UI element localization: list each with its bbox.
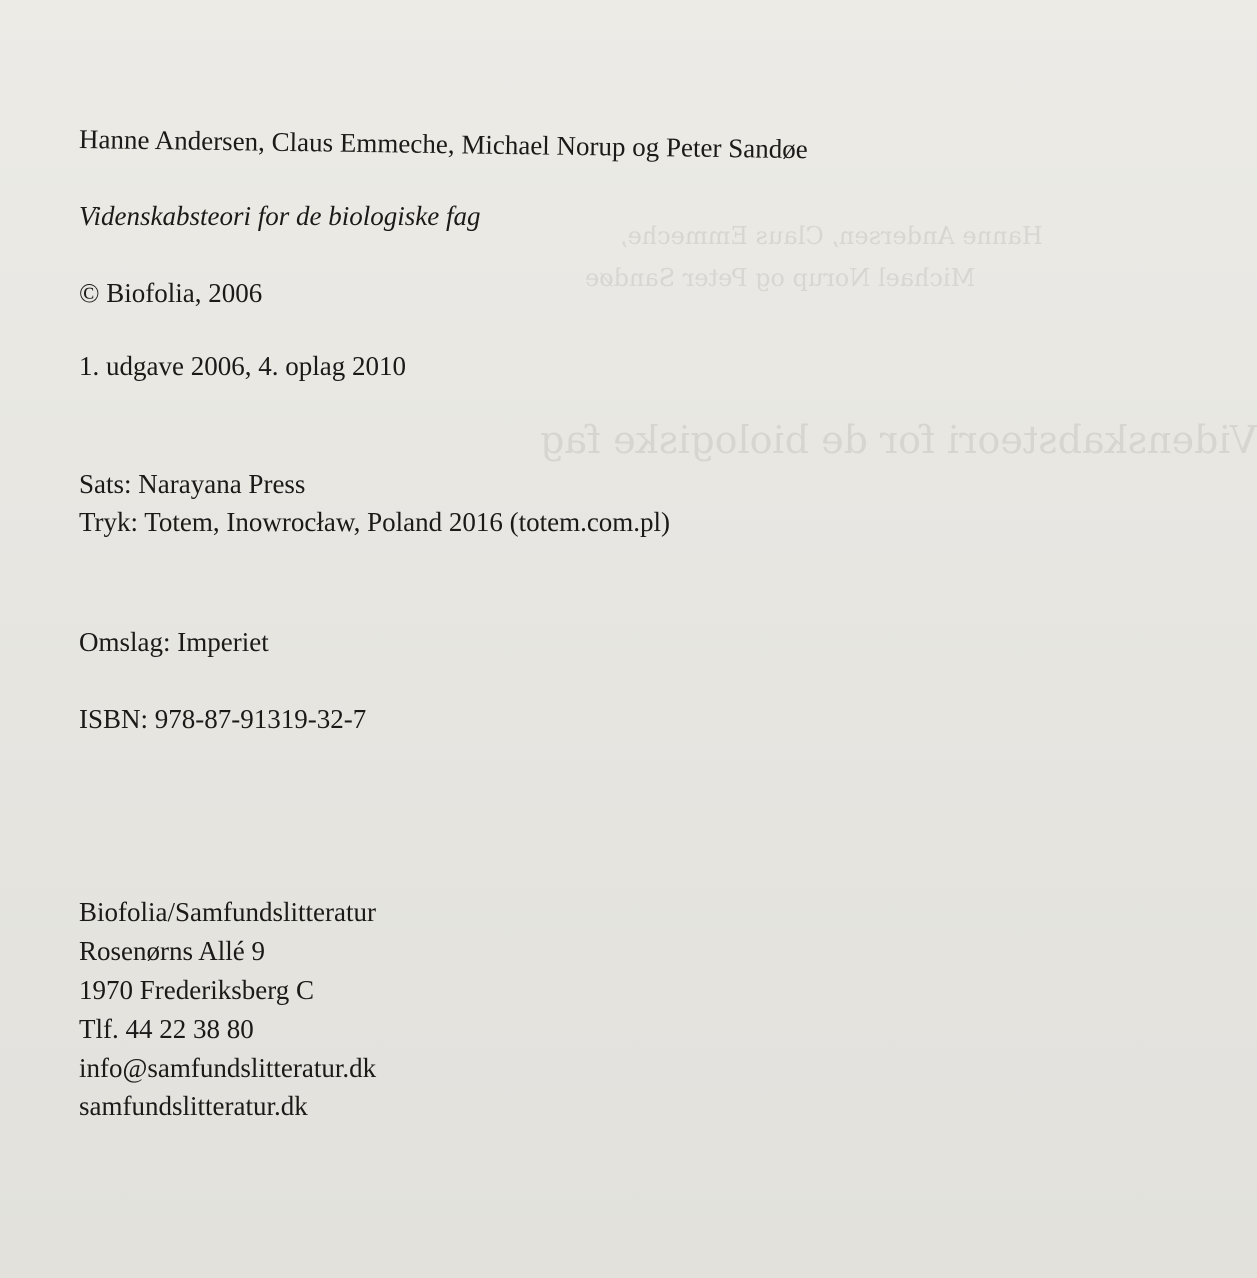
typesetting-line: Sats: Narayana Press bbox=[79, 469, 306, 499]
publisher-street: Rosenørns Allé 9 bbox=[79, 936, 265, 966]
publisher-city: 1970 Frederiksberg C bbox=[79, 975, 314, 1005]
edition-line: 1. udgave 2006, 4. oplag 2010 bbox=[79, 351, 406, 381]
show-through-text: Hanne Andersen, Claus Emmeche, bbox=[620, 222, 1043, 250]
copyright-line: © Biofolia, 2006 bbox=[79, 278, 263, 308]
publisher-phone: Tlf. 44 22 38 80 bbox=[79, 1014, 254, 1044]
cover-design-line: Omslag: Imperiet bbox=[79, 627, 269, 657]
publisher-name: Biofolia/Samfundslitteratur bbox=[79, 897, 376, 927]
publisher-email: info@samfundslitteratur.dk bbox=[79, 1053, 377, 1083]
show-through-text: Videnskabsteori for de biologiske fag bbox=[540, 418, 1257, 462]
authors-line: Hanne Andersen, Claus Emmeche, Michael Norup og Peter Sandøe bbox=[78, 124, 808, 165]
isbn-line: ISBN: 978-87-91319-32-7 bbox=[79, 704, 367, 734]
show-through-text: Michael Norup og Peter Sandøe bbox=[585, 264, 976, 292]
book-title: Videnskabsteori for de biologiske fag bbox=[79, 201, 481, 231]
publisher-website: samfundslitteratur.dk bbox=[79, 1091, 308, 1121]
printing-line: Tryk: Totem, Inowrocław, Poland 2016 (totem.com.pl) bbox=[79, 507, 671, 537]
